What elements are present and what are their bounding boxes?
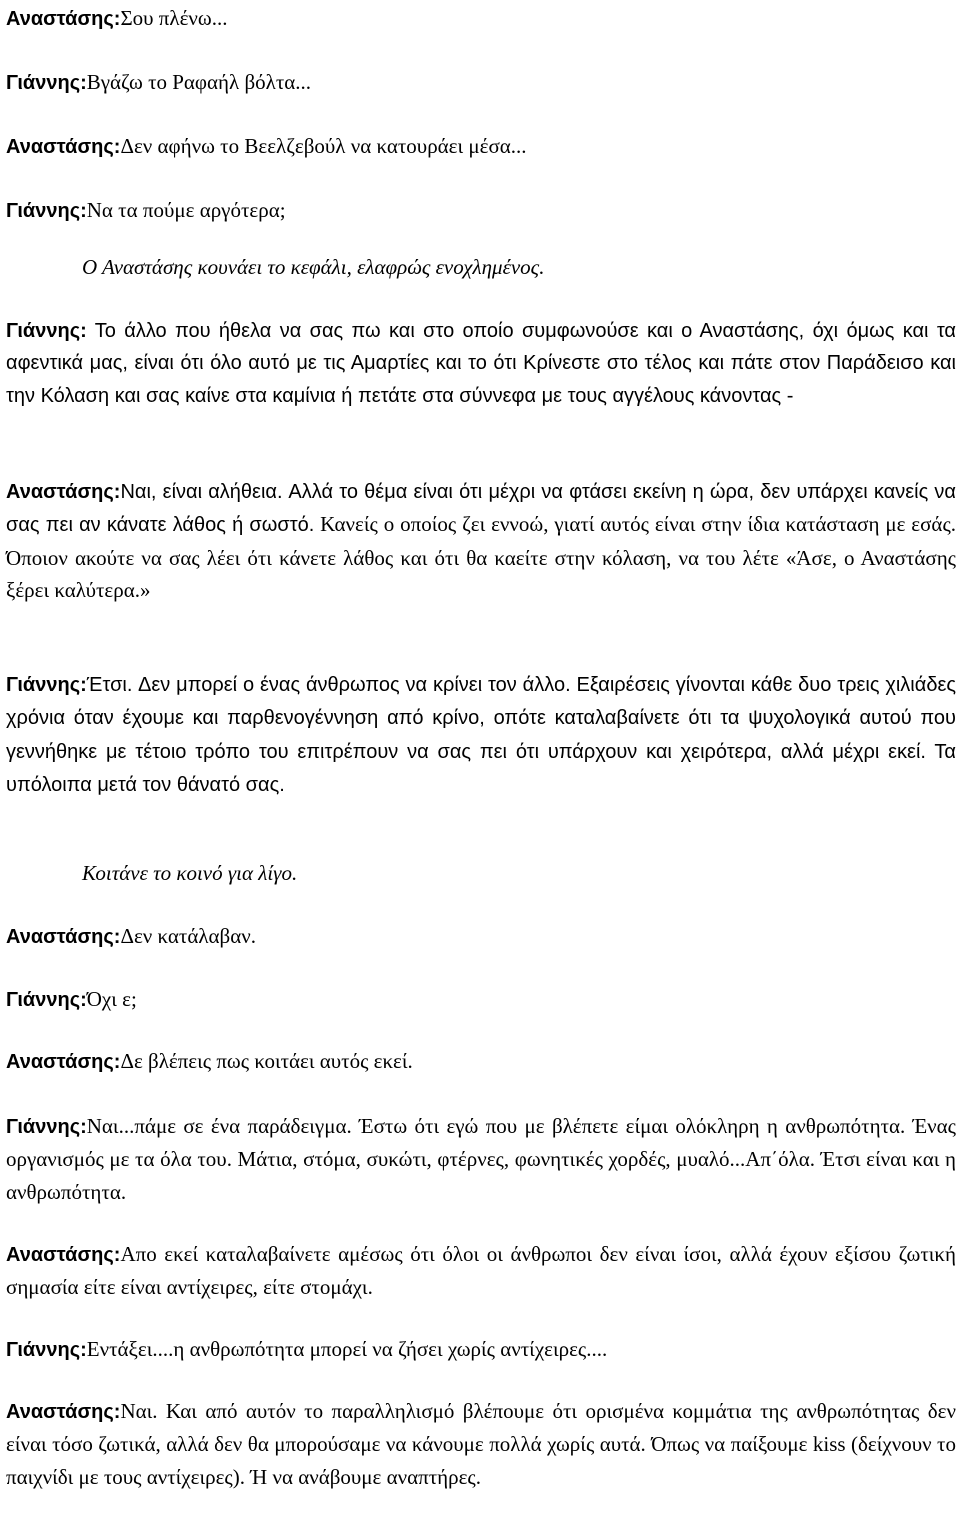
line-3 — [6, 130, 956, 163]
line-5 — [6, 315, 956, 412]
speaker-label: Γιάννης: — [6, 200, 87, 222]
line-1 — [6, 2, 956, 35]
line-8 — [6, 920, 956, 953]
speaker-label: Αναστάσης: — [6, 1051, 121, 1073]
speaker-label: Γιάννης: — [6, 72, 87, 94]
line-6 — [6, 475, 956, 607]
speaker-label: Αναστάσης: — [6, 481, 121, 503]
dialogue-text: Απο εκεί καταλαβαίνετε αμέσως ότι όλοι οι άνθρωποι δεν είναι ίσοι, αλλά έχουν εξίσου ζωτική σημασία είτε είναι αντίχειρες, είτε στομάχι. — [6, 1242, 956, 1300]
speaker-label: Γιάννης: — [6, 320, 87, 342]
dialogue-text: Ναι...πάμε σε ένα παράδειγμα. Έστω ότι εγώ που με βλέπετε είμαι ολόκληρη η ανθρωπότητα. Ένας οργανισμός με τα όλα του. Μάτια, στόμα, συκώτι, φτέρνες, φωνητικές χορδές, μυαλό...Απ΄όλα. Έτσι είναι και η ανθρωπότητα. — [6, 1114, 956, 1204]
dialogue-text: Ναι, είναι αλήθεια. — [120, 481, 283, 503]
dialogue-text: Το άλλο που ήθελα να σας πω και στο οποίο συμφωνούσε και ο Αναστάσης, όχι όμως και τα αφεντικά μας, είναι ότι όλο αυτό με τις Αμαρτίες και το ότι Κρίνεστε στο τέλος και πάτε στον Παράδεισο και την Κόλαση και σας καίνε στα καμίνια ή πετάτε στα σύννεφα με τους αγγέλους κάνοντας - — [6, 320, 956, 407]
dialogue-text: Βγάζω το Ραφαήλ βόλτα... — [86, 70, 312, 94]
line-2 — [6, 66, 956, 99]
dialogue-text: Δε βλέπεις πως κοιτάει αυτός εκεί. — [120, 1049, 413, 1073]
speaker-label: Αναστάσης: — [6, 8, 121, 30]
line-9 — [6, 983, 956, 1016]
speaker-label: Γιάννης: — [6, 1116, 87, 1138]
dialogue-text: Όποιον ακούτε να σας λέει ότι κάνετε λάθος και ότι θα καείτε στην κόλαση, να του λέτε «Άσε, ο Αναστάσης ξέρει καλύτερα.» — [6, 545, 956, 603]
line-12 — [6, 1238, 956, 1304]
line-7 — [6, 668, 956, 802]
stage-direction: Ο Αναστάσης κουνάει το κεφάλι, ελαφρώς ενοχλημένος. — [82, 255, 545, 279]
line-11 — [6, 1110, 956, 1208]
speaker-label: Γιάννης: — [6, 1339, 87, 1361]
speaker-label: Αναστάσης: — [6, 1244, 121, 1266]
speaker-label: Γιάννης: — [6, 674, 87, 696]
dialogue-text: Εντάξει....η ανθρωπότητα μπορεί να ζήσει χωρίς αντίχειρες.... — [86, 1337, 608, 1361]
dialogue-text: Όχι ε; — [86, 987, 137, 1011]
speaker-label: Αναστάσης: — [6, 136, 121, 158]
dialogue-text: Αλλά το θέμα είναι ότι μέχρι να φτάσει εκείνη η ώρα, δεν υπάρχει κανείς να σας πει αν κάνατε λάθος ή σωστό. — [6, 481, 956, 537]
speaker-label: Γιάννης: — [6, 989, 87, 1011]
stage-direction: Κοιτάνε το κοινό για λίγο. — [82, 861, 298, 885]
line-13 — [6, 1333, 956, 1366]
line-14 — [6, 1395, 956, 1493]
dialogue-text: Να τα πούμε αργότερα; — [86, 198, 286, 222]
speaker-label: Αναστάσης: — [6, 1401, 121, 1423]
dialogue-text: Δεν κατάλαβαν. — [120, 924, 256, 948]
dialogue-text: Σου πλένω... — [120, 6, 228, 30]
line-4 — [6, 194, 956, 227]
dialogue-text: Δεν μπορεί ο ένας άνθρωπος να κρίνει τον άλλο. Εξαιρέσεις γίνονται κάθε δυο τρεις χιλιάδες χρόνια όταν έχουμε και παρθενογέννηση από κρίνο, οπότε καταλαβαίνετε ότι τα ψυχολογικά αυτού που γεννήθηκε με τέτοιο τρόπο του επιτρέπουν να σας πει ότι υπάρχουν και χειρότερα, αλλά μέχρι εκεί. Τα υπόλοιπα μετά τον θάνατό σας. — [6, 674, 957, 797]
dialogue-text: Κανείς ο οποίος ζει εννοώ, γιατί αυτός είναι στην ίδια κατάσταση με εσάς. — [320, 512, 957, 537]
dialogue-text: Ναι. Και από αυτόν το παραλληλισμό βλέπουμε ότι ορισμένα κομμάτια της ανθρωπότητας δεν είναι τόσο ζωτικά, αλλά δεν θα μπορούσαμε να κάνουμε πολλά χωρίς αυτά. Όπως να παίξουμε kiss (δείχνουν το παιχνίδι με τους αντίχειρες). Ή να ανάβουμε αναπτήρες. — [6, 1399, 956, 1489]
dialogue-text: Δεν αφήνω το Βεελζεβούλ να κατουράει μέσα... — [120, 134, 527, 158]
dialogue-text: Έτσι. — [86, 674, 133, 696]
speaker-label: Αναστάσης: — [6, 926, 121, 948]
line-10 — [6, 1045, 956, 1078]
